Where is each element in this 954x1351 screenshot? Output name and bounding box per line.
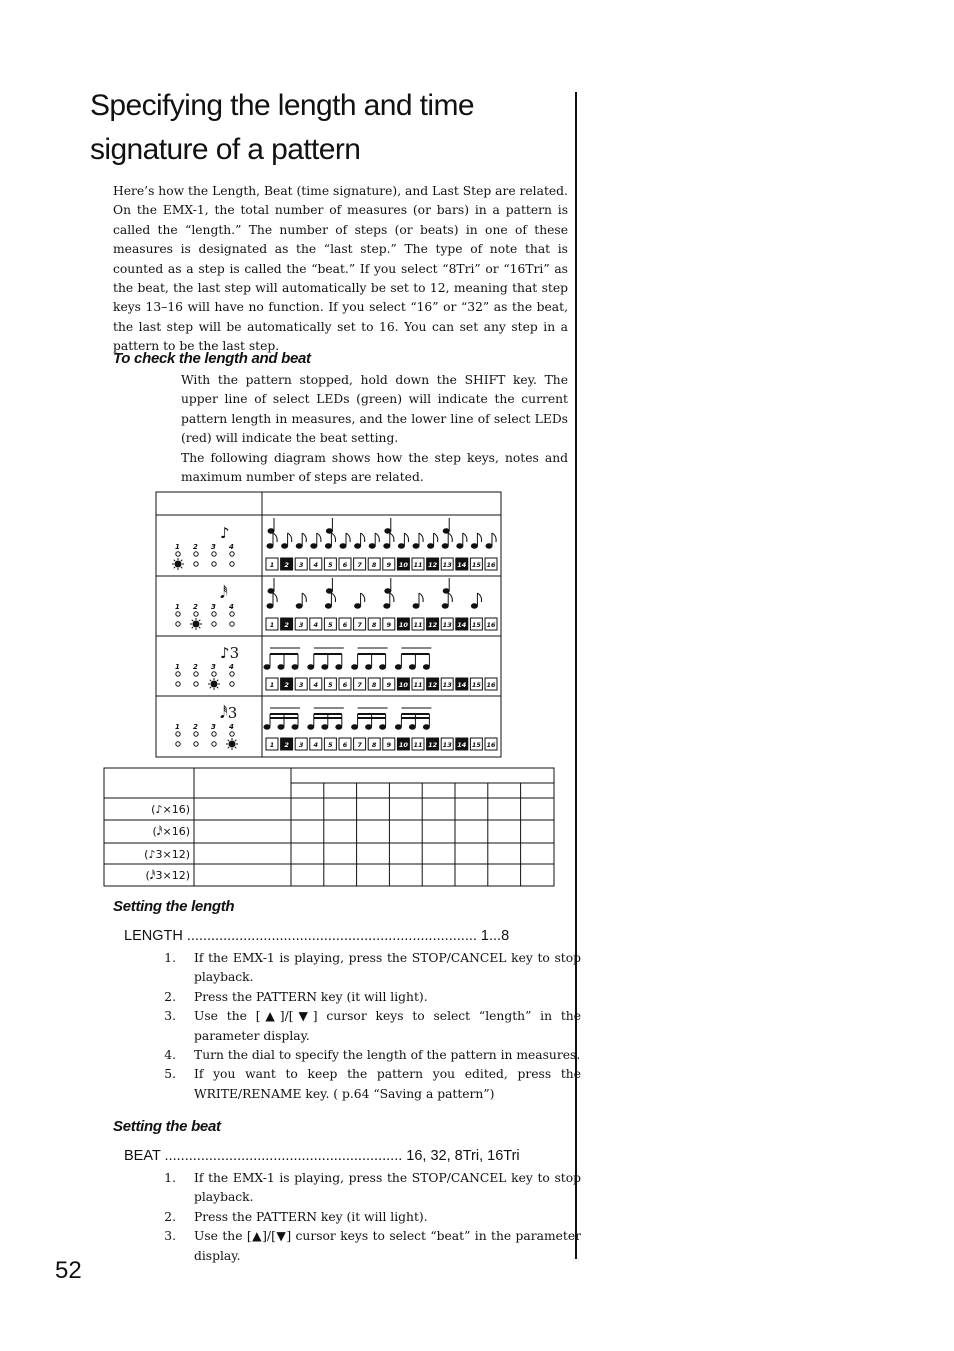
table-row-label: (♪×16)	[151, 803, 190, 816]
triplet-note-head	[336, 725, 342, 729]
led-glow-ray	[199, 627, 200, 628]
step-key-number: 11	[413, 681, 423, 689]
step-text: If the EMX-1 is playing, press the STOP/CANCEL key to stop playback.	[194, 1171, 581, 1205]
intro-text	[113, 182, 568, 357]
note-head	[355, 604, 361, 608]
step-key-number: 1	[269, 681, 275, 689]
step-key-number: 3	[298, 681, 304, 689]
step-text: Press the PATTERN key (it will light).	[194, 1209, 428, 1224]
triplet-note-head	[264, 665, 270, 669]
table-row-label: (♪3×12)	[144, 848, 190, 861]
beat-note-label: ♪3	[220, 644, 240, 662]
step-key-number: 9	[386, 621, 392, 629]
triplet-note-head	[366, 725, 372, 729]
beat-led	[212, 742, 216, 746]
led-glow-ray	[199, 620, 200, 621]
length-param: LENGTH ........................................................................ 1...8	[124, 928, 510, 944]
length-led	[230, 552, 234, 556]
note-flag	[434, 533, 438, 542]
beat-led	[230, 682, 234, 686]
note-head	[486, 544, 492, 548]
step-number: 5.	[164, 1067, 176, 1082]
led-number: 1	[175, 723, 180, 731]
note-flag	[302, 593, 306, 602]
note-head	[442, 544, 448, 548]
step-key-number: 13	[442, 681, 452, 689]
note-flag	[288, 533, 292, 542]
step-text: Use the [▲]/[▼] cursor keys to select “length” in the parameter display.	[194, 1009, 581, 1043]
triplet-note-head	[322, 665, 328, 669]
step-number: 3.	[164, 1009, 176, 1024]
length-heading: Setting the length	[113, 898, 235, 915]
step-key-number: 13	[442, 741, 452, 749]
length-led	[194, 552, 198, 556]
note-flag	[390, 593, 394, 602]
beat-led	[176, 742, 180, 746]
beat-led	[230, 622, 234, 626]
led-number: 2	[193, 603, 198, 611]
step-key-number: 7	[357, 561, 362, 569]
length-led	[194, 672, 198, 676]
length-led	[230, 612, 234, 616]
length-led	[176, 732, 180, 736]
step-key-number: 2	[284, 741, 289, 749]
step-key-number: 11	[413, 741, 423, 749]
step-key-number: 5	[328, 621, 333, 629]
note-flag	[419, 593, 423, 602]
note-flag	[448, 593, 452, 602]
length-led	[212, 732, 216, 736]
step-key-number: 12	[428, 741, 438, 749]
led-glow-ray	[192, 620, 193, 621]
led-glow-ray	[210, 687, 211, 688]
note-flag	[273, 593, 277, 602]
quarter-note-head	[443, 529, 449, 533]
step-key-number: 2	[284, 621, 289, 629]
triplet-note-head	[409, 725, 415, 729]
step-key-number: 16	[486, 681, 496, 689]
step-key-number: 7	[357, 681, 362, 689]
step-key-number: 16	[486, 561, 496, 569]
check-paragraph-1: With the pattern stopped, hold down the SHIFT key. The upper line of select LEDs (green) will indicate the current pattern length in measures, and the lower line of select LEDs (red) will indicate the beat setting.	[181, 373, 568, 446]
led-number: 3	[211, 543, 216, 551]
page-number: 52	[55, 1257, 82, 1284]
triplet-note-head	[264, 725, 270, 729]
length-led	[194, 732, 198, 736]
note-flag	[404, 533, 408, 542]
step-key-number: 1	[269, 741, 275, 749]
beat-heading: Setting the beat	[113, 1118, 221, 1135]
triplet-note-head	[292, 665, 298, 669]
note-head	[471, 604, 477, 608]
note-head	[325, 544, 331, 548]
beat-led-lit	[193, 621, 199, 627]
led-number: 4	[229, 663, 234, 671]
step-text: Use the [▲]/[▼] cursor keys to select “beat” in the parameter display.	[194, 1229, 581, 1263]
step-key-number: 10	[398, 741, 408, 749]
note-flag	[390, 533, 394, 542]
led-number: 2	[193, 663, 198, 671]
triplet-note-head	[336, 665, 342, 669]
led-glow-ray	[217, 687, 218, 688]
step-key-number: 9	[386, 561, 392, 569]
step-number: 3.	[164, 1229, 176, 1244]
beat-note-label: 𝅘𝅥𝅰	[220, 584, 228, 602]
note-head	[442, 604, 448, 608]
table-row-label: (𝅘𝅥𝅰×16)	[152, 825, 190, 838]
note-head	[413, 544, 419, 548]
quarter-note-head	[326, 529, 332, 533]
step-key-number: 10	[398, 621, 408, 629]
step-key-number: 2	[284, 681, 289, 689]
step-key-number: 4	[313, 741, 319, 749]
step-key-number: 16	[486, 621, 496, 629]
note-flag	[361, 593, 365, 602]
led-glow-ray	[235, 747, 236, 748]
length-led	[230, 732, 234, 736]
step-key-number: 15	[471, 621, 481, 629]
led-glow-ray	[228, 747, 229, 748]
led-number: 4	[229, 543, 234, 551]
note-head	[340, 544, 346, 548]
beat-led	[212, 622, 216, 626]
note-flag	[463, 533, 467, 542]
length-led	[194, 612, 198, 616]
step-key-number: 15	[471, 741, 481, 749]
led-glow-ray	[217, 680, 218, 681]
led-glow-ray	[210, 680, 211, 681]
triplet-note-head	[278, 665, 284, 669]
note-flag	[419, 533, 423, 542]
beat-led	[194, 562, 198, 566]
step-key-number: 14	[457, 621, 467, 629]
step-text: Turn the dial to specify the length of the pattern in measures.	[194, 1048, 581, 1062]
step-number: 1.	[164, 1171, 176, 1185]
step-key-number: 10	[398, 681, 408, 689]
step-key-number: 15	[471, 681, 481, 689]
note-flag	[492, 533, 496, 542]
length-led	[212, 672, 216, 676]
note-head	[282, 544, 288, 548]
beat-led	[176, 682, 180, 686]
step-key-number: 2	[284, 561, 289, 569]
step-number: 2.	[164, 1209, 176, 1224]
note-head	[398, 544, 404, 548]
step-key-number: 11	[413, 621, 423, 629]
step-key-number: 6	[342, 741, 348, 749]
beat-led	[194, 742, 198, 746]
triplet-note-head	[278, 725, 284, 729]
step-text: If you want to keep the pattern you edited, press the WRITE/RENAME key. ( p.64 “Saving a pattern”)	[194, 1067, 581, 1101]
led-number: 3	[211, 723, 216, 731]
step-key-number: 7	[357, 741, 362, 749]
note-flag	[302, 533, 306, 542]
led-number: 2	[193, 723, 198, 731]
note-head	[267, 604, 273, 608]
quarter-note-head	[443, 589, 449, 593]
triplet-note-head	[308, 665, 314, 669]
note-head	[457, 544, 463, 548]
triplet-note-head	[395, 725, 401, 729]
step-key-diagram	[150, 488, 510, 763]
intro-line-1: Here’s how the Length, Beat (time signature), and Last Step are related.	[113, 184, 568, 198]
step-key-number: 8	[371, 741, 377, 749]
beat-note-label: ♪	[220, 524, 230, 542]
note-flag	[273, 533, 277, 542]
beat-led	[212, 562, 216, 566]
beat-param: BEAT ........................................................... 16, 32, 8Tri, 16Tri	[124, 1148, 520, 1164]
step-key-number: 8	[371, 681, 377, 689]
length-led	[176, 612, 180, 616]
note-head	[413, 604, 419, 608]
step-key-number: 11	[413, 561, 423, 569]
triplet-note-head	[292, 725, 298, 729]
beat-led	[194, 682, 198, 686]
length-led	[230, 672, 234, 676]
length-led	[176, 552, 180, 556]
led-glow-ray	[192, 627, 193, 628]
note-flag	[317, 533, 321, 542]
check-text	[181, 371, 568, 487]
step-key-number: 1	[269, 621, 275, 629]
note-head	[384, 544, 390, 548]
step-key-number: 6	[342, 621, 348, 629]
step-key-number: 1	[269, 561, 275, 569]
quarter-note-head	[385, 529, 391, 533]
step-key-number: 15	[471, 561, 481, 569]
triplet-note-head	[308, 725, 314, 729]
step-key-number: 12	[428, 561, 438, 569]
led-number: 1	[175, 603, 180, 611]
led-glow-ray	[174, 567, 175, 568]
note-head	[311, 544, 317, 548]
check-paragraph-2: The following diagram shows how the step keys, notes and maximum number of steps are related.	[181, 450, 568, 485]
step-key-number: 4	[313, 561, 319, 569]
beat-led-lit	[229, 741, 235, 747]
step-key-number: 12	[428, 681, 438, 689]
led-glow-ray	[181, 560, 182, 561]
step-key-number: 14	[457, 561, 467, 569]
page-title: Specifying the length and time signature of a pattern	[90, 89, 474, 166]
note-head	[369, 544, 375, 548]
step-key-number: 4	[313, 621, 319, 629]
led-number: 1	[175, 663, 180, 671]
triplet-note-head	[352, 725, 358, 729]
led-number: 3	[211, 603, 216, 611]
step-key-number: 4	[313, 681, 319, 689]
step-key-number: 14	[457, 681, 467, 689]
led-glow-ray	[181, 567, 182, 568]
step-key-number: 6	[342, 561, 348, 569]
note-flag	[331, 593, 335, 602]
triplet-note-head	[409, 665, 415, 669]
step-key-number: 10	[398, 561, 408, 569]
beat-led	[230, 562, 234, 566]
length-led	[212, 552, 216, 556]
triplet-note-head	[395, 665, 401, 669]
step-key-number: 3	[298, 561, 304, 569]
note-head	[325, 604, 331, 608]
triplet-note-head	[380, 665, 386, 669]
step-key-number: 8	[371, 561, 377, 569]
step-number: 1.	[164, 951, 176, 965]
led-number: 3	[211, 663, 216, 671]
note-head	[267, 544, 273, 548]
step-key-number: 12	[428, 621, 438, 629]
triplet-note-head	[322, 725, 328, 729]
step-key-number: 9	[386, 741, 392, 749]
step-key-number: 8	[371, 621, 377, 629]
step-text: Press the PATTERN key (it will light).	[194, 989, 428, 1004]
step-key-number: 13	[442, 621, 452, 629]
note-flag	[361, 533, 365, 542]
led-glow-ray	[174, 560, 175, 561]
led-glow-ray	[235, 740, 236, 741]
step-number: 2.	[164, 989, 176, 1004]
note-head	[296, 544, 302, 548]
step-key-number: 3	[298, 621, 304, 629]
step-text: If the EMX-1 is playing, press the STOP/CANCEL key to stop playback.	[194, 951, 581, 985]
step-key-number: 5	[328, 561, 333, 569]
step-key-number: 6	[342, 681, 348, 689]
step-key-number: 16	[486, 741, 496, 749]
led-glow-ray	[228, 740, 229, 741]
quarter-note-head	[268, 529, 274, 533]
note-head	[471, 544, 477, 548]
note-flag	[375, 533, 379, 542]
step-key-number: 5	[328, 741, 333, 749]
triplet-note-head	[352, 665, 358, 669]
led-number: 4	[229, 603, 234, 611]
quarter-note-head	[385, 589, 391, 593]
step-key-number: 3	[298, 741, 304, 749]
beat-note-label: 𝅘𝅥𝅰3	[220, 704, 238, 722]
quarter-note-head	[268, 589, 274, 593]
led-number: 1	[175, 543, 180, 551]
triplet-note-head	[423, 725, 429, 729]
note-flag	[346, 533, 350, 542]
step-key-number: 14	[457, 741, 467, 749]
length-led	[176, 672, 180, 676]
beat-led-lit	[175, 561, 181, 567]
note-head	[296, 604, 302, 608]
table-row-label: (𝅘𝅥𝅰3×12)	[145, 869, 190, 882]
note-flag	[448, 533, 452, 542]
step-key-number: 5	[328, 681, 333, 689]
step-key-number: 7	[357, 621, 362, 629]
step-number: 4.	[164, 1048, 176, 1062]
note-flag	[477, 593, 481, 602]
note-flag	[331, 533, 335, 542]
triplet-note-head	[366, 665, 372, 669]
step-key-number: 13	[442, 561, 452, 569]
note-head	[355, 544, 361, 548]
length-led	[212, 612, 216, 616]
beat-led	[176, 622, 180, 626]
note-head	[428, 544, 434, 548]
triplet-note-head	[380, 725, 386, 729]
led-number: 2	[193, 543, 198, 551]
check-heading: To check the length and beat	[113, 350, 311, 367]
length-beat-table	[100, 765, 560, 890]
note-head	[384, 604, 390, 608]
quarter-note-head	[326, 589, 332, 593]
step-key-number: 9	[386, 681, 392, 689]
triplet-note-head	[423, 665, 429, 669]
note-flag	[477, 533, 481, 542]
led-number: 4	[229, 723, 234, 731]
beat-led-lit	[211, 681, 217, 687]
intro-paragraph: On the EMX-1, the total number of measures (or bars) in a pattern is called the “length.” The number of steps (or beats) in one of these measures is designated as the “last step.” The type of note that is counted as a step is called the “beat.” If you select “8Tri” or “16Tri” as the beat, the last step will automatically be set to 12, meaning that step keys 13–16 will have no function. If you select “16” or “32” as the beat, the last step will be automatically set to 16. You can set any step in a pattern to be the last step.	[113, 203, 568, 354]
